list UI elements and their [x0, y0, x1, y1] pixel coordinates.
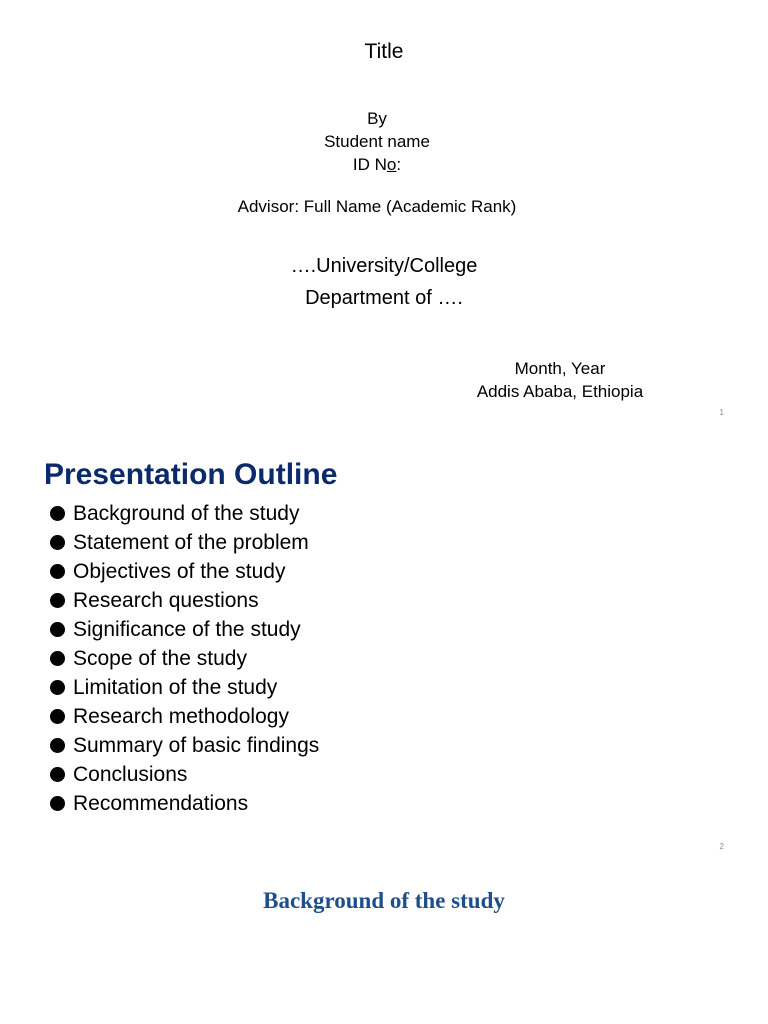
- page-number: 1: [719, 408, 724, 417]
- list-item-label: Statement of the problem: [73, 531, 309, 554]
- bullet-icon: [50, 796, 65, 811]
- presentation-title: Title: [364, 40, 404, 63]
- bullet-icon: [50, 535, 65, 550]
- student-name: Student name: [324, 132, 430, 151]
- list-item-label: Recommendations: [73, 792, 249, 815]
- outline-list: [48, 499, 319, 818]
- location: Addis Ababa, Ethiopia: [476, 382, 644, 401]
- bullet-icon: [50, 622, 65, 637]
- list-item-label: Conclusions: [73, 763, 188, 786]
- id-underlined: o: [386, 155, 397, 174]
- bullet-icon: [50, 506, 65, 521]
- bullet-icon: [50, 651, 65, 666]
- bullet-icon: [50, 593, 65, 608]
- advisor-line: Advisor: Full Name (Academic Rank): [237, 197, 517, 216]
- page-number: 2: [719, 842, 724, 851]
- by-label: By: [367, 109, 387, 128]
- outline-heading: Presentation Outline: [44, 458, 338, 491]
- bullet-icon: [50, 680, 65, 695]
- bullet-icon: [50, 709, 65, 724]
- list-item: [48, 731, 319, 760]
- list-item: [48, 557, 319, 586]
- list-item-label: Summary of basic findings: [73, 734, 320, 757]
- id-suffix: :: [396, 155, 402, 174]
- list-item-label: Objectives of the study: [73, 560, 286, 583]
- list-item-label: Limitation of the study: [73, 676, 278, 699]
- background-heading: Background of the study: [263, 888, 505, 913]
- month-year: Month, Year: [514, 359, 606, 378]
- list-item: [48, 644, 319, 673]
- id-prefix: ID N: [352, 155, 387, 174]
- list-item: [48, 760, 319, 789]
- list-item: [48, 615, 319, 644]
- bullet-icon: [50, 738, 65, 753]
- list-item: [48, 789, 319, 818]
- author-block: [0, 107, 761, 176]
- list-item: [48, 586, 319, 615]
- outline-slide: [0, 432, 768, 856]
- list-item: [48, 499, 319, 528]
- list-item-label: Research methodology: [73, 705, 289, 728]
- list-item: [48, 528, 319, 557]
- background-slide: [0, 864, 768, 1024]
- list-item: [48, 673, 319, 702]
- bullet-icon: [50, 564, 65, 579]
- institution-block: [0, 250, 768, 314]
- id-number: [0, 153, 761, 176]
- list-item-label: Significance of the study: [73, 618, 301, 641]
- department-name: Department of ….: [305, 287, 463, 309]
- title-slide: [0, 0, 768, 424]
- list-item-label: Research questions: [73, 589, 259, 612]
- list-item-label: Scope of the study: [73, 647, 247, 670]
- list-item: [48, 702, 319, 731]
- bullet-icon: [50, 767, 65, 782]
- university-name: ….University/College: [290, 255, 478, 277]
- list-item-label: Background of the study: [73, 502, 300, 525]
- date-location-block: [470, 357, 650, 403]
